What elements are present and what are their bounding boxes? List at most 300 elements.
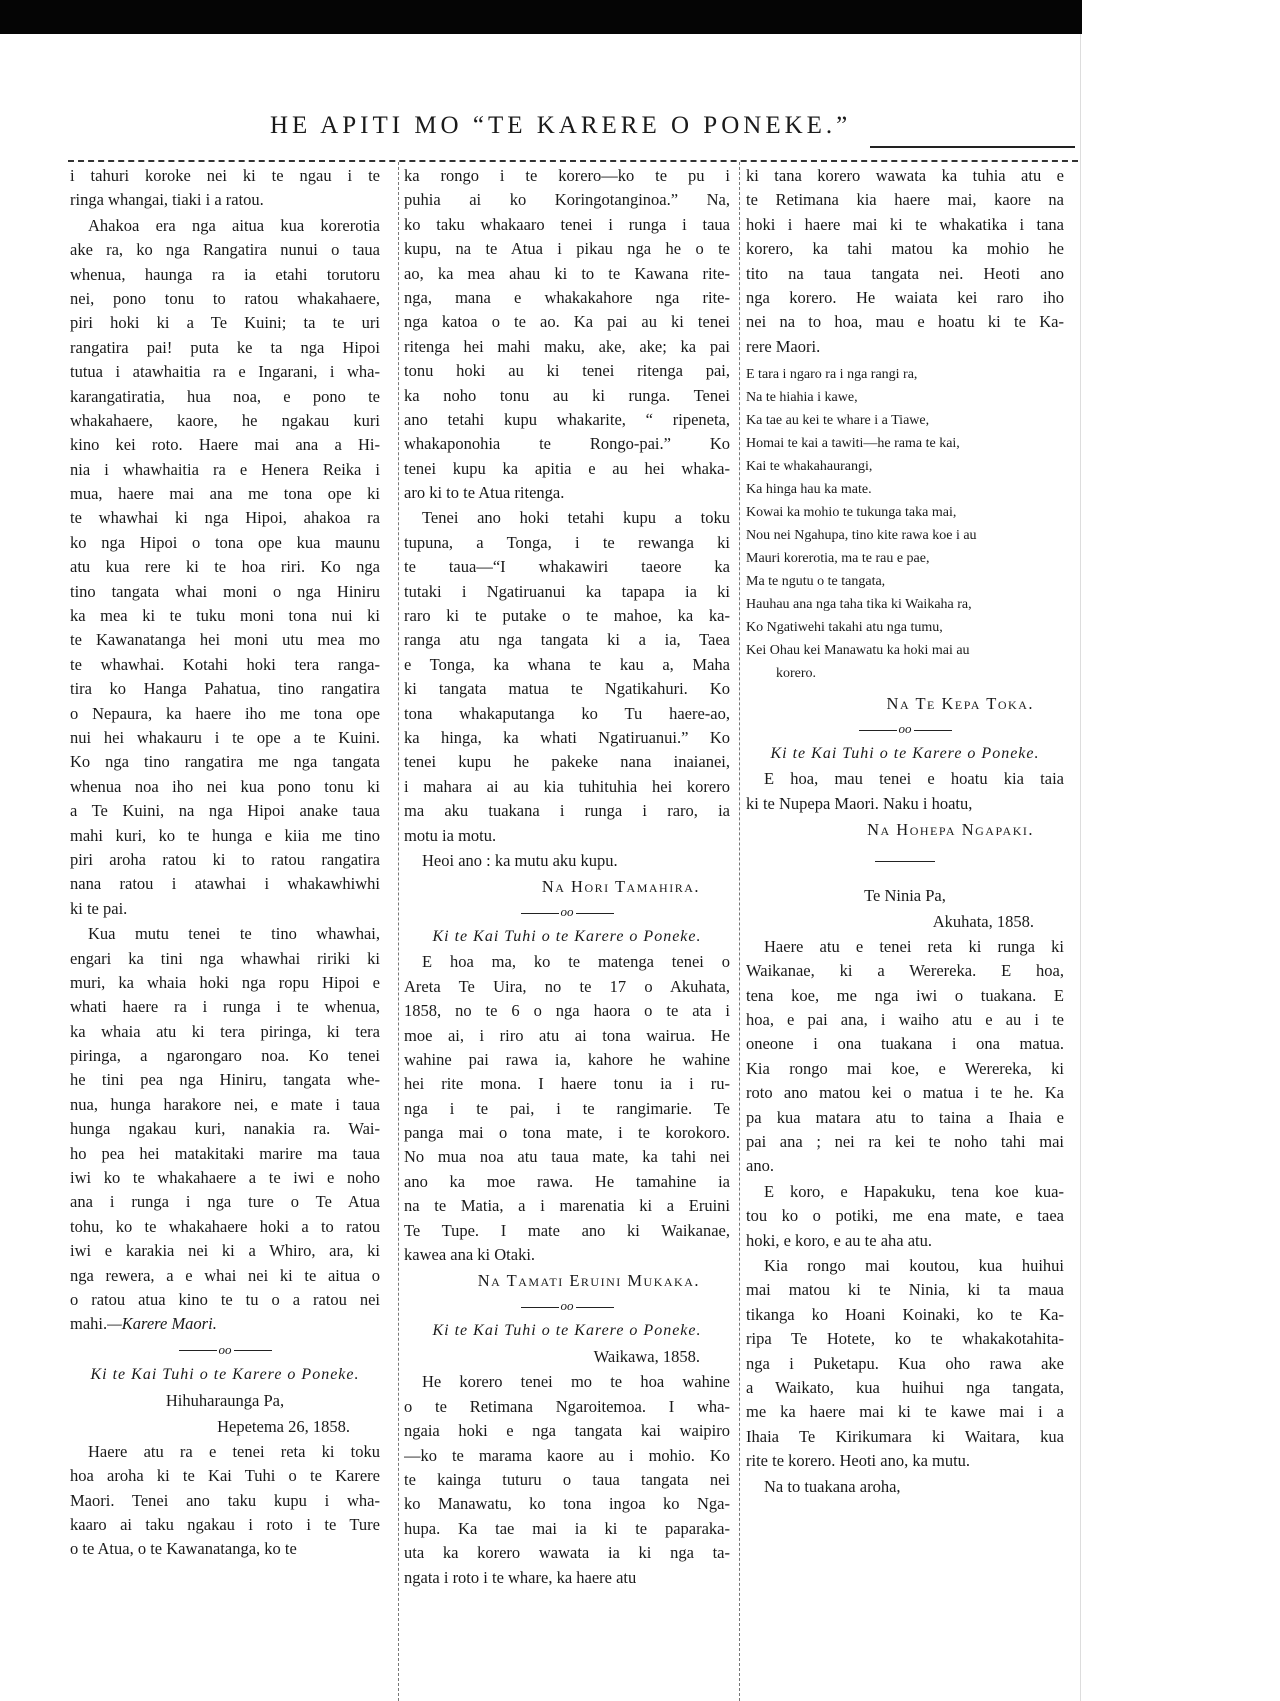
text-line bbox=[70, 238, 380, 262]
letter-date: Akuhata, 1858. bbox=[932, 911, 1034, 931]
text-line bbox=[746, 1327, 1064, 1351]
paragraph bbox=[746, 1180, 1064, 1253]
paragraph bbox=[404, 164, 730, 505]
text-line bbox=[746, 1352, 1064, 1376]
scan-right-edge bbox=[1080, 34, 1081, 1701]
line-text: tou ko o potiki, me ena mate, e taea bbox=[746, 1206, 1064, 1226]
column-divider bbox=[739, 162, 740, 1701]
text-line bbox=[746, 1376, 1064, 1400]
text-line bbox=[746, 767, 1064, 791]
line-text: ki te pai. bbox=[70, 898, 128, 918]
text-line bbox=[70, 555, 380, 579]
source-credit: —Karere Maori. bbox=[107, 1314, 217, 1334]
line-text: te Retimana kia haere mai, kaore na bbox=[746, 190, 1064, 210]
line-text: Haere atu ra e tenei reta ki toku bbox=[88, 1441, 380, 1461]
paragraph bbox=[70, 922, 380, 1337]
text-line bbox=[746, 1278, 1064, 1302]
text-line bbox=[70, 848, 380, 872]
column-2 bbox=[404, 164, 730, 1591]
text-line bbox=[746, 213, 1064, 237]
line-text: iwi ko te whakahaere a te iwi e noho bbox=[70, 1168, 380, 1188]
line-text: tutua i atawhaitia ra e Ingarani, i wha- bbox=[70, 362, 380, 382]
text-line bbox=[404, 457, 730, 481]
text-line bbox=[746, 662, 1064, 685]
author-signature: Na Hohepa Ngapaki. bbox=[867, 819, 1034, 839]
line-text: Tenei ano hoki tetahi kupu a toku bbox=[422, 508, 730, 528]
line-text: Kei Ohau kei Manawatu ka hoki mai au bbox=[746, 643, 970, 659]
line-text: whakaponohia te Rongo-pai.” Ko bbox=[404, 434, 730, 454]
text-line bbox=[404, 799, 730, 823]
text-line bbox=[404, 555, 730, 579]
line-text: uta ka korero wawata ia ki nga ta- bbox=[404, 1543, 730, 1563]
text-line bbox=[746, 1449, 1064, 1473]
text-line bbox=[746, 386, 1064, 409]
line-text: nei na to hoa, mau e hoatu ki te Ka- bbox=[746, 312, 1064, 332]
text-line bbox=[70, 311, 380, 335]
author-signature: Na Hori Tamahira. bbox=[541, 877, 700, 897]
line-text: Te Tupe. I mate ano ki Waikanae, bbox=[404, 1220, 730, 1240]
text-line bbox=[746, 570, 1064, 593]
text-line bbox=[746, 1008, 1064, 1032]
line-text: tena koe, me nga iwi o tuakana. E bbox=[746, 985, 1064, 1005]
text-line bbox=[404, 1145, 730, 1169]
line-text: tenei kupu ka apitia e au hei whaka- bbox=[404, 458, 730, 478]
line-text: Homai te kai a tawiti—he rama te kai, bbox=[746, 436, 960, 452]
rule-line bbox=[914, 730, 952, 731]
line-text: nana ratou i atawhai i whakawhiwhi bbox=[70, 874, 380, 894]
line-text: ngaia hoki e nga tangata kai waipiro bbox=[404, 1421, 730, 1441]
line-text: tikanga ko Hoani Koinaki, ko te Ka- bbox=[746, 1304, 1064, 1324]
line-text: hoki i haere mai ki te whakatika i tana bbox=[746, 214, 1064, 234]
text-line bbox=[70, 458, 380, 482]
text-line bbox=[70, 1044, 380, 1068]
line-text: hei rite mona. I haere tonu ia i ru- bbox=[404, 1074, 730, 1094]
short-separator bbox=[746, 843, 1064, 883]
text-line bbox=[746, 524, 1064, 547]
paragraph bbox=[70, 214, 380, 921]
text-line bbox=[70, 1537, 380, 1561]
line-text: hoki, e koro, e au te aha atu. bbox=[746, 1230, 933, 1250]
text-line bbox=[70, 409, 380, 433]
line-text: hoa, e pai ana, i waiho atu e au i te bbox=[746, 1010, 1064, 1030]
line-text: whenua noa iho nei kua pono tonu ki bbox=[70, 776, 380, 796]
line-text: aro ki to te Atua ritenga. bbox=[404, 483, 565, 503]
text-line bbox=[70, 799, 380, 823]
line-text: Na te hiahia i kawe, bbox=[746, 390, 858, 406]
line-text: Kia rongo mai koe, e Werereka, ki bbox=[746, 1058, 1064, 1078]
line-text: nia i whawhaitia ra e Henera Reika i bbox=[70, 459, 380, 479]
section-separator bbox=[70, 1338, 380, 1362]
line-text: ka hinga, ka whati Ngatiruanui.” Ko bbox=[404, 727, 730, 747]
line-text: nei, pono tonu to ratou whakahaere, bbox=[70, 288, 380, 308]
masthead-rule bbox=[870, 146, 1075, 148]
line-text: ritenga hei mahi maku, ake, ake; ka pai bbox=[404, 336, 730, 356]
text-line bbox=[404, 1072, 730, 1096]
line-text: mahi kuri, ko te hunga e kiia me tino bbox=[70, 825, 380, 845]
text-line bbox=[70, 1513, 380, 1537]
text-line bbox=[746, 792, 1064, 816]
text-line bbox=[70, 1142, 380, 1166]
line-text: o ratou atua kino te tu o a ratou nei bbox=[70, 1289, 380, 1309]
line-text: tutaki i Ngatiruanui ka tapapa ia ki bbox=[404, 581, 730, 601]
text-line bbox=[404, 432, 730, 456]
line-text: kino kei roto. Haere mai ana a Hi- bbox=[70, 435, 380, 455]
line-text: hunga ngakau kuri, nanakia ra. Wai- bbox=[70, 1119, 380, 1139]
text-line bbox=[70, 1239, 380, 1263]
text-line bbox=[404, 1517, 730, 1541]
line-text: 1858, no te 6 o nga haora o te ata i bbox=[404, 1001, 730, 1021]
line-text: Ko nga tino rangatira me nga tangata bbox=[70, 752, 380, 772]
line-text: hoa aroha ki te Kai Tuhi o te Karere bbox=[70, 1466, 380, 1486]
line-text: E hoa, mau tenei e hoatu kia taia bbox=[764, 769, 1064, 789]
text-line bbox=[404, 975, 730, 999]
separator-mark: oo bbox=[218, 1341, 232, 1357]
text-line bbox=[70, 1093, 380, 1117]
line-text: a Te Kuini, na nga Hipoi anake taua bbox=[70, 801, 380, 821]
text-line bbox=[404, 481, 730, 505]
text-line bbox=[746, 286, 1064, 310]
line-text: Ka tae au kei te whare i a Tiawe, bbox=[746, 413, 930, 429]
line-text: E hoa ma, ko te matenga tenei o bbox=[422, 952, 730, 972]
text-line bbox=[70, 1215, 380, 1239]
line-text: Ihaia Te Kirikumara ki Waitara, kua bbox=[746, 1426, 1064, 1446]
text-line bbox=[70, 482, 380, 506]
text-line bbox=[404, 750, 730, 774]
line-text: he tini pea nga Hiniru, tangata whe- bbox=[70, 1070, 380, 1090]
header-divider bbox=[68, 160, 1078, 162]
line-text: piringa, a ngarongaro noa. Ko tenei bbox=[70, 1046, 380, 1066]
text-line bbox=[70, 360, 380, 384]
line-text: E tara i ngaro ra i nga rangi ra, bbox=[746, 367, 918, 383]
paragraph bbox=[404, 1370, 730, 1590]
line-text: korero. bbox=[776, 666, 817, 682]
line-text: nga katoa o te ao. Ka pai au ki tenei bbox=[404, 312, 730, 332]
text-line bbox=[70, 214, 380, 238]
line-text: te whawhai. Kotahi hoki tera ranga- bbox=[70, 654, 380, 674]
line-text: Kai te whakahaurangi, bbox=[746, 459, 873, 475]
text-line bbox=[746, 455, 1064, 478]
line-text: te taua—“I whakawiri taeore ka bbox=[404, 557, 730, 577]
text-line bbox=[70, 653, 380, 677]
line-text: ka rongo i te korero—ko te pu i bbox=[404, 166, 730, 185]
line-text: muri, ka whaia hoki nga ropu Hipoi e bbox=[70, 972, 380, 992]
line-text: nga i Puketapu. Kua oho rawa ake bbox=[746, 1353, 1064, 1373]
text-line bbox=[404, 310, 730, 334]
text-line bbox=[404, 1194, 730, 1218]
line-text: No mua noa atu taua mate, ka tahi nei bbox=[404, 1147, 730, 1167]
letter-salutation: Ki te Kai Tuhi o te Karere o Poneke. bbox=[770, 745, 1040, 763]
text-line bbox=[70, 336, 380, 360]
line-text: raro ki te putake o te mahoe, ka ka- bbox=[404, 606, 730, 626]
line-text: oneone i ona tuakana i ona matua. bbox=[746, 1034, 1064, 1054]
separator-mark: oo bbox=[898, 721, 912, 737]
text-line bbox=[746, 164, 1064, 188]
line-text: o Nepaura, ka haere iho me tona ope bbox=[70, 703, 380, 723]
letter-salutation: Ki te Kai Tuhi o te Karere o Poneke. bbox=[432, 928, 702, 946]
line-text: rite te korero. Heoti ano, ka mutu. bbox=[746, 1451, 971, 1471]
text-line bbox=[70, 922, 380, 946]
letter-date: Waikawa, 1858. bbox=[593, 1347, 700, 1367]
text-line bbox=[70, 1489, 380, 1513]
text-line bbox=[70, 775, 380, 799]
text-line bbox=[404, 1121, 730, 1145]
text-line bbox=[70, 263, 380, 287]
text-line bbox=[404, 653, 730, 677]
text-line bbox=[746, 478, 1064, 501]
line-text: i mahara ai au kia tuhituhia hei korero bbox=[404, 776, 730, 796]
line-text: moe ai, i riro atu ai tona wairua. He bbox=[404, 1025, 730, 1045]
line-text: tino tangata whai moni o nga Hiniru bbox=[70, 581, 380, 601]
line-text: o te Atua, o te Kawanatanga, ko te bbox=[70, 1539, 297, 1559]
line-text: tito na taua tangata nei. Heoti ano bbox=[746, 263, 1064, 283]
line-text: ano tetahi kupu whakarite, “ ripeneta, bbox=[404, 409, 730, 429]
section-separator bbox=[404, 900, 730, 924]
line-text: ake ra, ko nga Rangatira nunui o taua bbox=[70, 240, 380, 260]
text-line bbox=[404, 775, 730, 799]
text-line bbox=[746, 984, 1064, 1008]
line-text: i tahuri koroke nei ki te ngau i te bbox=[70, 166, 380, 185]
text-line bbox=[746, 1106, 1064, 1130]
letter-place: Te Ninia Pa, bbox=[864, 885, 946, 905]
text-line bbox=[404, 604, 730, 628]
text-line bbox=[404, 1097, 730, 1121]
rule-line bbox=[521, 913, 559, 914]
text-line bbox=[746, 547, 1064, 570]
text-line bbox=[70, 1166, 380, 1190]
text-line bbox=[70, 824, 380, 848]
text-line bbox=[70, 750, 380, 774]
text-line bbox=[70, 628, 380, 652]
paragraph bbox=[746, 1475, 1064, 1499]
line-text: ki tangata matua te Ngatikahuri. Ko bbox=[404, 679, 730, 699]
text-line bbox=[404, 237, 730, 261]
text-line bbox=[70, 1117, 380, 1141]
text-line bbox=[404, 1024, 730, 1048]
text-line bbox=[746, 1057, 1064, 1081]
text-line bbox=[746, 616, 1064, 639]
paragraph bbox=[746, 164, 1064, 359]
text-line bbox=[70, 1440, 380, 1464]
text-line bbox=[746, 1154, 1064, 1178]
text-line bbox=[404, 702, 730, 726]
paragraph bbox=[404, 950, 730, 1267]
text-line bbox=[404, 824, 730, 848]
line-text: nua, hunga harakore nei, e mate i taua bbox=[70, 1094, 380, 1114]
text-line bbox=[404, 1541, 730, 1565]
text-line bbox=[70, 1464, 380, 1488]
text-line bbox=[70, 433, 380, 457]
line-text: engari ka tini nga whawhai ririki ki bbox=[70, 948, 380, 968]
separator-mark: oo bbox=[560, 904, 574, 920]
line-text: kaaro ai taku ngakau i roto i te Ture bbox=[70, 1514, 380, 1534]
line-text: puhia ai ko Koringotanginoa.” Na, bbox=[404, 190, 730, 210]
text-line bbox=[404, 1468, 730, 1492]
text-line bbox=[404, 213, 730, 237]
text-line bbox=[746, 1475, 1064, 1499]
rule-line bbox=[576, 913, 614, 914]
scan-top-border bbox=[0, 0, 1082, 34]
line-text: Haere atu e tenei reta ki runga ki bbox=[764, 936, 1064, 956]
line-text: Ko Ngatiwehi takahi atu nga tumu, bbox=[746, 620, 943, 636]
text-line bbox=[404, 531, 730, 555]
text-line bbox=[746, 639, 1064, 662]
column-3 bbox=[746, 164, 1064, 1500]
text-line bbox=[404, 950, 730, 974]
line-text: ko nga Hipoi o tona ope kua maunu bbox=[70, 532, 380, 552]
line-text: whenua, haunga ra ia etahi torutoru bbox=[70, 264, 380, 284]
line-text: ka whaia atu ki tera piringa, ki tera bbox=[70, 1021, 380, 1041]
letter-salutation: Ki te Kai Tuhi o te Karere o Poneke. bbox=[432, 1322, 702, 1340]
text-line bbox=[404, 506, 730, 530]
text-line bbox=[70, 971, 380, 995]
line-text: ringa whangai, tiaki i a ratou. bbox=[70, 190, 264, 210]
line-text: hupa. Ka tae mai ia ki te paparaka- bbox=[404, 1518, 730, 1538]
text-line bbox=[404, 262, 730, 286]
text-line bbox=[404, 1370, 730, 1394]
text-line bbox=[404, 408, 730, 432]
line-text: E koro, e Hapakuku, tena koe kua- bbox=[764, 1181, 1064, 1201]
text-line bbox=[404, 1048, 730, 1072]
text-line bbox=[70, 1312, 380, 1336]
paragraph bbox=[746, 935, 1064, 1179]
text-line bbox=[746, 1425, 1064, 1449]
line-text: wahine pai rawa ia, kahore he wahine bbox=[404, 1049, 730, 1069]
line-text: tupuna, a Tonga, i te rewanga ki bbox=[404, 532, 730, 552]
paragraph bbox=[746, 767, 1064, 816]
paragraph bbox=[404, 506, 730, 847]
text-line bbox=[746, 262, 1064, 286]
text-line bbox=[70, 1190, 380, 1214]
author-signature: Na Te Kepa Toka. bbox=[886, 694, 1034, 714]
text-line bbox=[70, 702, 380, 726]
text-line bbox=[70, 287, 380, 311]
line-text: Kia rongo mai koutou, kua huihui bbox=[764, 1255, 1064, 1275]
line-text: ho pea hei matakitaki marire ma taua bbox=[70, 1143, 380, 1163]
line-text: ao, ka mea ahau ki to te Kawana rite- bbox=[404, 263, 730, 283]
line-text: Kowai ka mohio te tukunga taka mai, bbox=[746, 505, 957, 521]
line-text: te Kawanatanga hei moni utu mea mo bbox=[70, 630, 380, 650]
line-text: ana i runga i nga ture o Te Atua bbox=[70, 1192, 380, 1212]
poem-verse bbox=[746, 363, 1064, 685]
line-text: pa kua matara atu to taina a Ihaia e bbox=[746, 1107, 1064, 1127]
line-text: tenei kupu he pakeke nana inaianei, bbox=[404, 752, 730, 772]
letter-date: Hepetema 26, 1858. bbox=[217, 1416, 350, 1436]
line-text: tira ko Hanga Pahatua, tino rangatira bbox=[70, 679, 380, 699]
line-text: te whawhai ki nga Hipoi, ahakoa ra bbox=[70, 508, 380, 528]
text-line bbox=[70, 947, 380, 971]
text-line bbox=[70, 1068, 380, 1092]
line-text: a Waikato, kua huihui nga tangata, bbox=[746, 1377, 1064, 1397]
line-text: nga korero. He waiata kei raro iho bbox=[746, 287, 1064, 307]
text-line bbox=[70, 872, 380, 896]
line-text: kupu, na te Atua i pikau nga he o te bbox=[404, 239, 730, 259]
text-line bbox=[70, 995, 380, 1019]
line-text: Ka hinga hau ka mate. bbox=[746, 482, 872, 498]
line-text: iwi e karakia nei ki a Whiro, ara, ki bbox=[70, 1241, 380, 1261]
text-line bbox=[404, 359, 730, 383]
line-text: nui hei whakauru i te ope a te Kuini. bbox=[70, 727, 380, 747]
line-text: Nou nei Ngahupa, tino kite rawa koe i au bbox=[746, 528, 977, 544]
rule-line bbox=[234, 1350, 272, 1351]
text-line bbox=[404, 580, 730, 604]
text-line bbox=[746, 1254, 1064, 1278]
line-text: ko Manawatu, ko tona ingoa ko Nga- bbox=[404, 1494, 730, 1514]
text-line bbox=[746, 1400, 1064, 1424]
line-text: Kua mutu tenei te tino whawhai, bbox=[88, 924, 380, 944]
author-signature: Na Tamati Eruini Mukaka. bbox=[477, 1271, 700, 1291]
column-1 bbox=[70, 164, 380, 1563]
text-line bbox=[70, 604, 380, 628]
text-line bbox=[746, 1180, 1064, 1204]
line-text: piri aroha ratou ki to ratou rangatira bbox=[70, 849, 380, 869]
section-separator bbox=[746, 717, 1064, 741]
line-text: mai matou ki te Ninia, ki ta maua bbox=[746, 1280, 1064, 1300]
text-line bbox=[404, 384, 730, 408]
text-line bbox=[404, 999, 730, 1023]
text-line bbox=[404, 726, 730, 750]
line-text: tona whakaputanga ko Tu haere-ao, bbox=[404, 703, 730, 723]
line-text: ano. bbox=[746, 1156, 774, 1176]
line-text: —ko te marama kaore au i mohio. Ko bbox=[404, 1445, 730, 1465]
rule-line bbox=[179, 1350, 217, 1351]
line-text: rere Maori. bbox=[746, 336, 821, 356]
line-text: ngata i roto i te whare, ka haere atu bbox=[404, 1567, 637, 1587]
text-line bbox=[404, 1566, 730, 1590]
text-line bbox=[70, 1288, 380, 1312]
text-line bbox=[404, 1243, 730, 1267]
text-line bbox=[70, 164, 380, 188]
text-line bbox=[746, 1130, 1064, 1154]
letter-salutation: Ki te Kai Tuhi o te Karere o Poneke. bbox=[90, 1365, 360, 1383]
text-line bbox=[70, 385, 380, 409]
text-line bbox=[404, 1419, 730, 1443]
line-text: kawea ana ki Otaki. bbox=[404, 1245, 536, 1265]
text-line bbox=[70, 506, 380, 530]
text-line bbox=[70, 531, 380, 555]
text-line bbox=[404, 188, 730, 212]
text-line bbox=[746, 1204, 1064, 1228]
text-line bbox=[70, 1020, 380, 1044]
line-text: Ma te ngutu o te tangata, bbox=[746, 574, 886, 590]
text-line bbox=[404, 849, 730, 873]
line-text: mahi. bbox=[70, 1314, 108, 1334]
section-separator bbox=[404, 1294, 730, 1318]
text-line bbox=[746, 593, 1064, 616]
line-text: mua, haere mai ana me tona ope ki bbox=[70, 484, 380, 504]
paragraph bbox=[70, 1440, 380, 1562]
line-text: atu kua rere ki te hoa riri. Ko nga bbox=[70, 557, 380, 577]
text-line bbox=[404, 1395, 730, 1419]
line-text: nga i te pai, i te rangimarie. Te bbox=[404, 1098, 730, 1118]
line-text: Ahakoa era nga aitua kua korerotia bbox=[88, 215, 380, 235]
line-text: karangatiratia, hua noa, e pono te bbox=[70, 386, 380, 406]
line-text: tonu hoki au ki tenei ritenga pai, bbox=[404, 361, 730, 381]
text-line bbox=[746, 935, 1064, 959]
line-text: Heoi ano : ka mutu aku kupu. bbox=[422, 850, 618, 870]
text-line bbox=[746, 310, 1064, 334]
line-text: pai ana ; nei ra kei te noho tahi mai bbox=[746, 1132, 1064, 1152]
text-line bbox=[404, 1170, 730, 1194]
rule-line bbox=[521, 1307, 559, 1308]
line-text: ranga atu nga tangata ki a ia, Taea bbox=[404, 630, 730, 650]
line-text: ano ka moe rawa. He tamahine ia bbox=[404, 1171, 730, 1191]
line-text: te kainga tuturu o taua tangata nei bbox=[404, 1469, 730, 1489]
text-line bbox=[746, 237, 1064, 261]
text-line bbox=[70, 580, 380, 604]
text-line bbox=[746, 1303, 1064, 1327]
text-line bbox=[404, 677, 730, 701]
text-line bbox=[746, 501, 1064, 524]
